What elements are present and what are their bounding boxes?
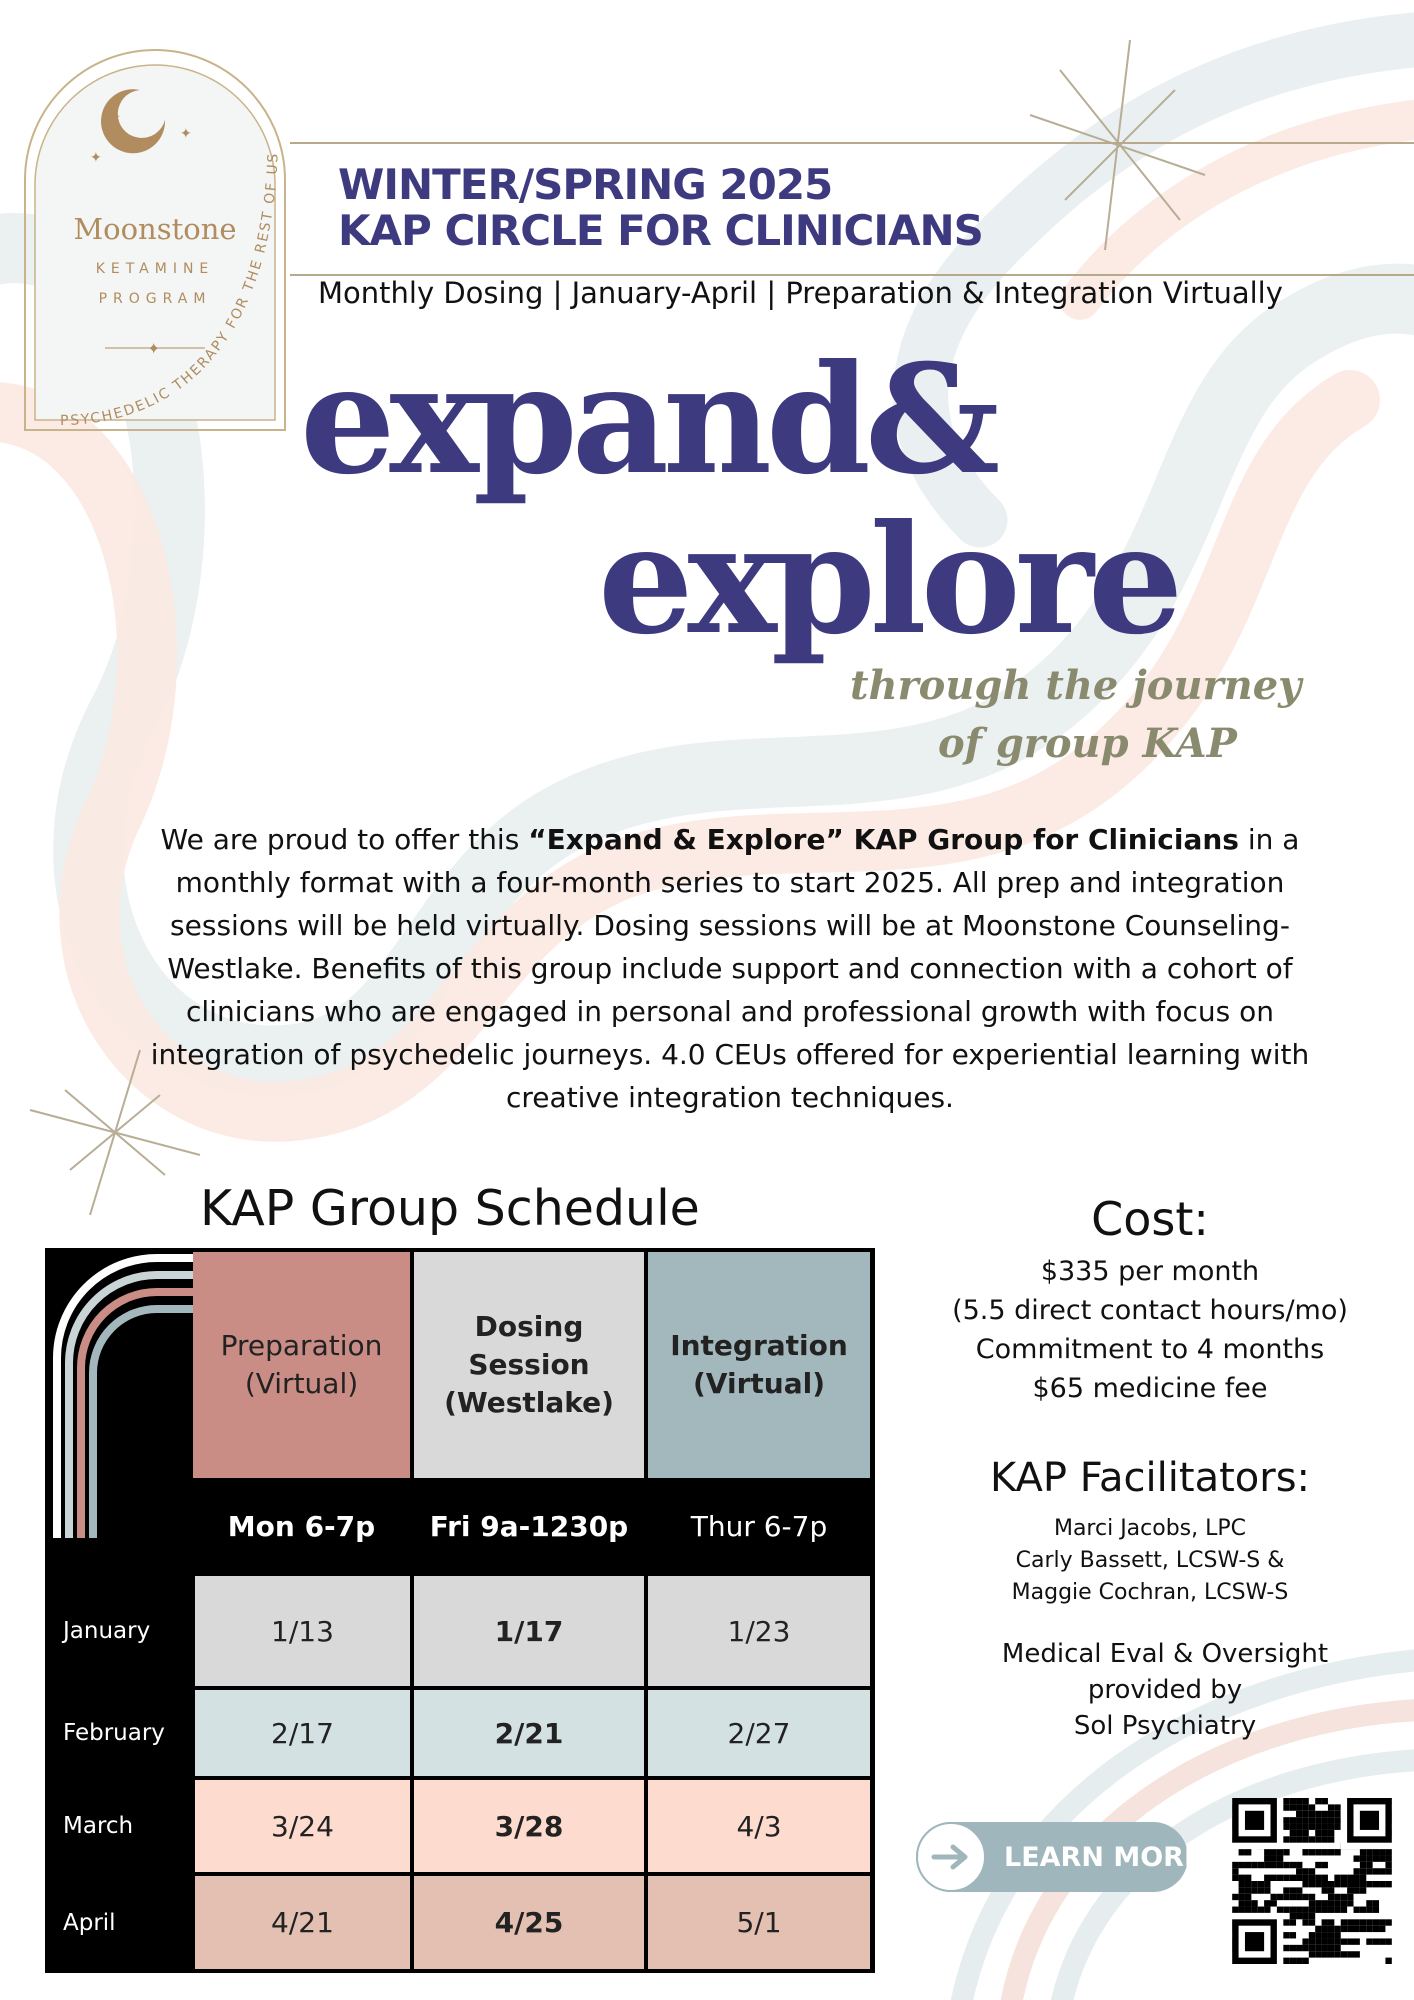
cost-line: Commitment to 4 months xyxy=(975,1334,1325,1365)
facilitator-line: Marci Jacobs, LPC xyxy=(1053,1516,1247,1541)
column-header-label: Preparation xyxy=(220,1329,383,1362)
header-title-line1: WINTER/SPRING 2025 xyxy=(338,160,833,209)
intro-text-post: in a monthly format with a four-month series to start 2025. All prep and integration sessions will be held virtually. Dosing sessions will be at Moonstone Counseling-Westlake. Benefits of this group include support and connection with a cohort of clinicians who are engaged in personal and professional growth with focus on integration of psychedelic journeys. 4.0 CEUs offered for experiential learning with creative integration techniques. xyxy=(150,823,1310,1114)
date-cell: 4/21 xyxy=(195,1876,410,1969)
intro-paragraph xyxy=(150,818,1310,1119)
medical-line: Sol Psychiatry xyxy=(1073,1711,1257,1741)
time-integration: Thur 6-7p xyxy=(690,1509,828,1543)
date-cell: 1/23 xyxy=(648,1576,870,1686)
column-header-preparation xyxy=(193,1252,410,1478)
schedule-table xyxy=(45,1248,875,1973)
header-top-rule xyxy=(290,142,1414,144)
svg-text:✦: ✦ xyxy=(90,150,102,166)
logo-subtitle-2: PROGRAM xyxy=(98,291,212,307)
schedule-title: KAP Group Schedule xyxy=(200,1180,700,1237)
column-header-dosing xyxy=(414,1252,644,1478)
medical-line: Medical Eval & Oversight xyxy=(1001,1639,1329,1669)
tagline-line2: of group KAP xyxy=(938,720,1237,767)
cost-line: (5.5 direct contact hours/mo) xyxy=(952,1295,1348,1326)
month-label: January xyxy=(63,1618,151,1644)
date-cell: 4/3 xyxy=(648,1780,870,1872)
date-cell: 2/17 xyxy=(195,1690,410,1776)
month-label: March xyxy=(63,1813,134,1839)
medical-line: provided by xyxy=(1087,1675,1243,1705)
column-header-sublabel: (Virtual) xyxy=(244,1367,359,1400)
time-dosing: Fri 9a-1230p xyxy=(429,1509,629,1543)
date-cell: 1/13 xyxy=(195,1576,410,1686)
learn-more-button[interactable] xyxy=(916,1822,1203,1892)
intro-text-bold: “Expand & Explore” KAP Group for Clinicians xyxy=(528,823,1239,856)
column-header-sublabel: (Virtual) xyxy=(693,1367,825,1400)
month-label: February xyxy=(63,1720,165,1746)
tagline-line1: through the journey xyxy=(850,662,1302,709)
date-cell: 2/21 xyxy=(414,1690,644,1776)
date-cell: 3/24 xyxy=(195,1780,410,1872)
arrow-right-icon xyxy=(916,1822,986,1892)
title-expand: expand& xyxy=(300,332,995,508)
qr-code[interactable] xyxy=(1232,1798,1392,1964)
logo-name: Moonstone xyxy=(73,212,237,246)
date-cell: 3/28 xyxy=(414,1780,644,1872)
cost-line: $335 per month xyxy=(1040,1256,1260,1287)
svg-text:✦: ✦ xyxy=(147,339,161,358)
date-cell: 5/1 xyxy=(648,1876,870,1969)
facilitators-title: KAP Facilitators: xyxy=(989,1455,1311,1501)
month-label: April xyxy=(63,1909,116,1936)
cost-title: Cost: xyxy=(1091,1192,1209,1246)
header-title-line2: KAP CIRCLE FOR CLINICIANS xyxy=(338,206,983,255)
time-preparation: Mon 6-7p xyxy=(227,1509,376,1543)
column-header-label: Integration xyxy=(670,1329,848,1362)
column-header-label: Dosing Session xyxy=(468,1310,590,1381)
intro-text-pre: We are proud to offer this xyxy=(160,823,529,856)
cost-line: $65 medicine fee xyxy=(1032,1373,1268,1404)
title-explore: explore xyxy=(598,492,1178,668)
date-cell: 2/27 xyxy=(648,1690,870,1776)
column-header-sublabel: (Westlake) xyxy=(444,1386,614,1419)
date-cell: 1/17 xyxy=(414,1576,644,1686)
svg-text:✦: ✦ xyxy=(180,126,192,142)
logo-subtitle-1: KETAMINE xyxy=(95,261,215,277)
learn-more-label: LEARN MORE xyxy=(1004,1841,1203,1873)
logo-tagline-arc: PSYCHEDELIC THERAPY FOR THE REST OF US xyxy=(59,151,282,430)
facilitator-line: Maggie Cochran, LCSW-S xyxy=(1011,1580,1289,1605)
svg-text:✦: ✦ xyxy=(108,107,122,126)
date-cell: 4/25 xyxy=(414,1876,644,1969)
facilitator-line: Carly Bassett, LCSW-S & xyxy=(1015,1548,1285,1573)
header-subtitle: Monthly Dosing | January-April | Preparation & Integration Virtually xyxy=(318,276,1283,310)
column-header-integration xyxy=(648,1252,870,1478)
rainbow-arches-decoration xyxy=(45,1248,195,1538)
